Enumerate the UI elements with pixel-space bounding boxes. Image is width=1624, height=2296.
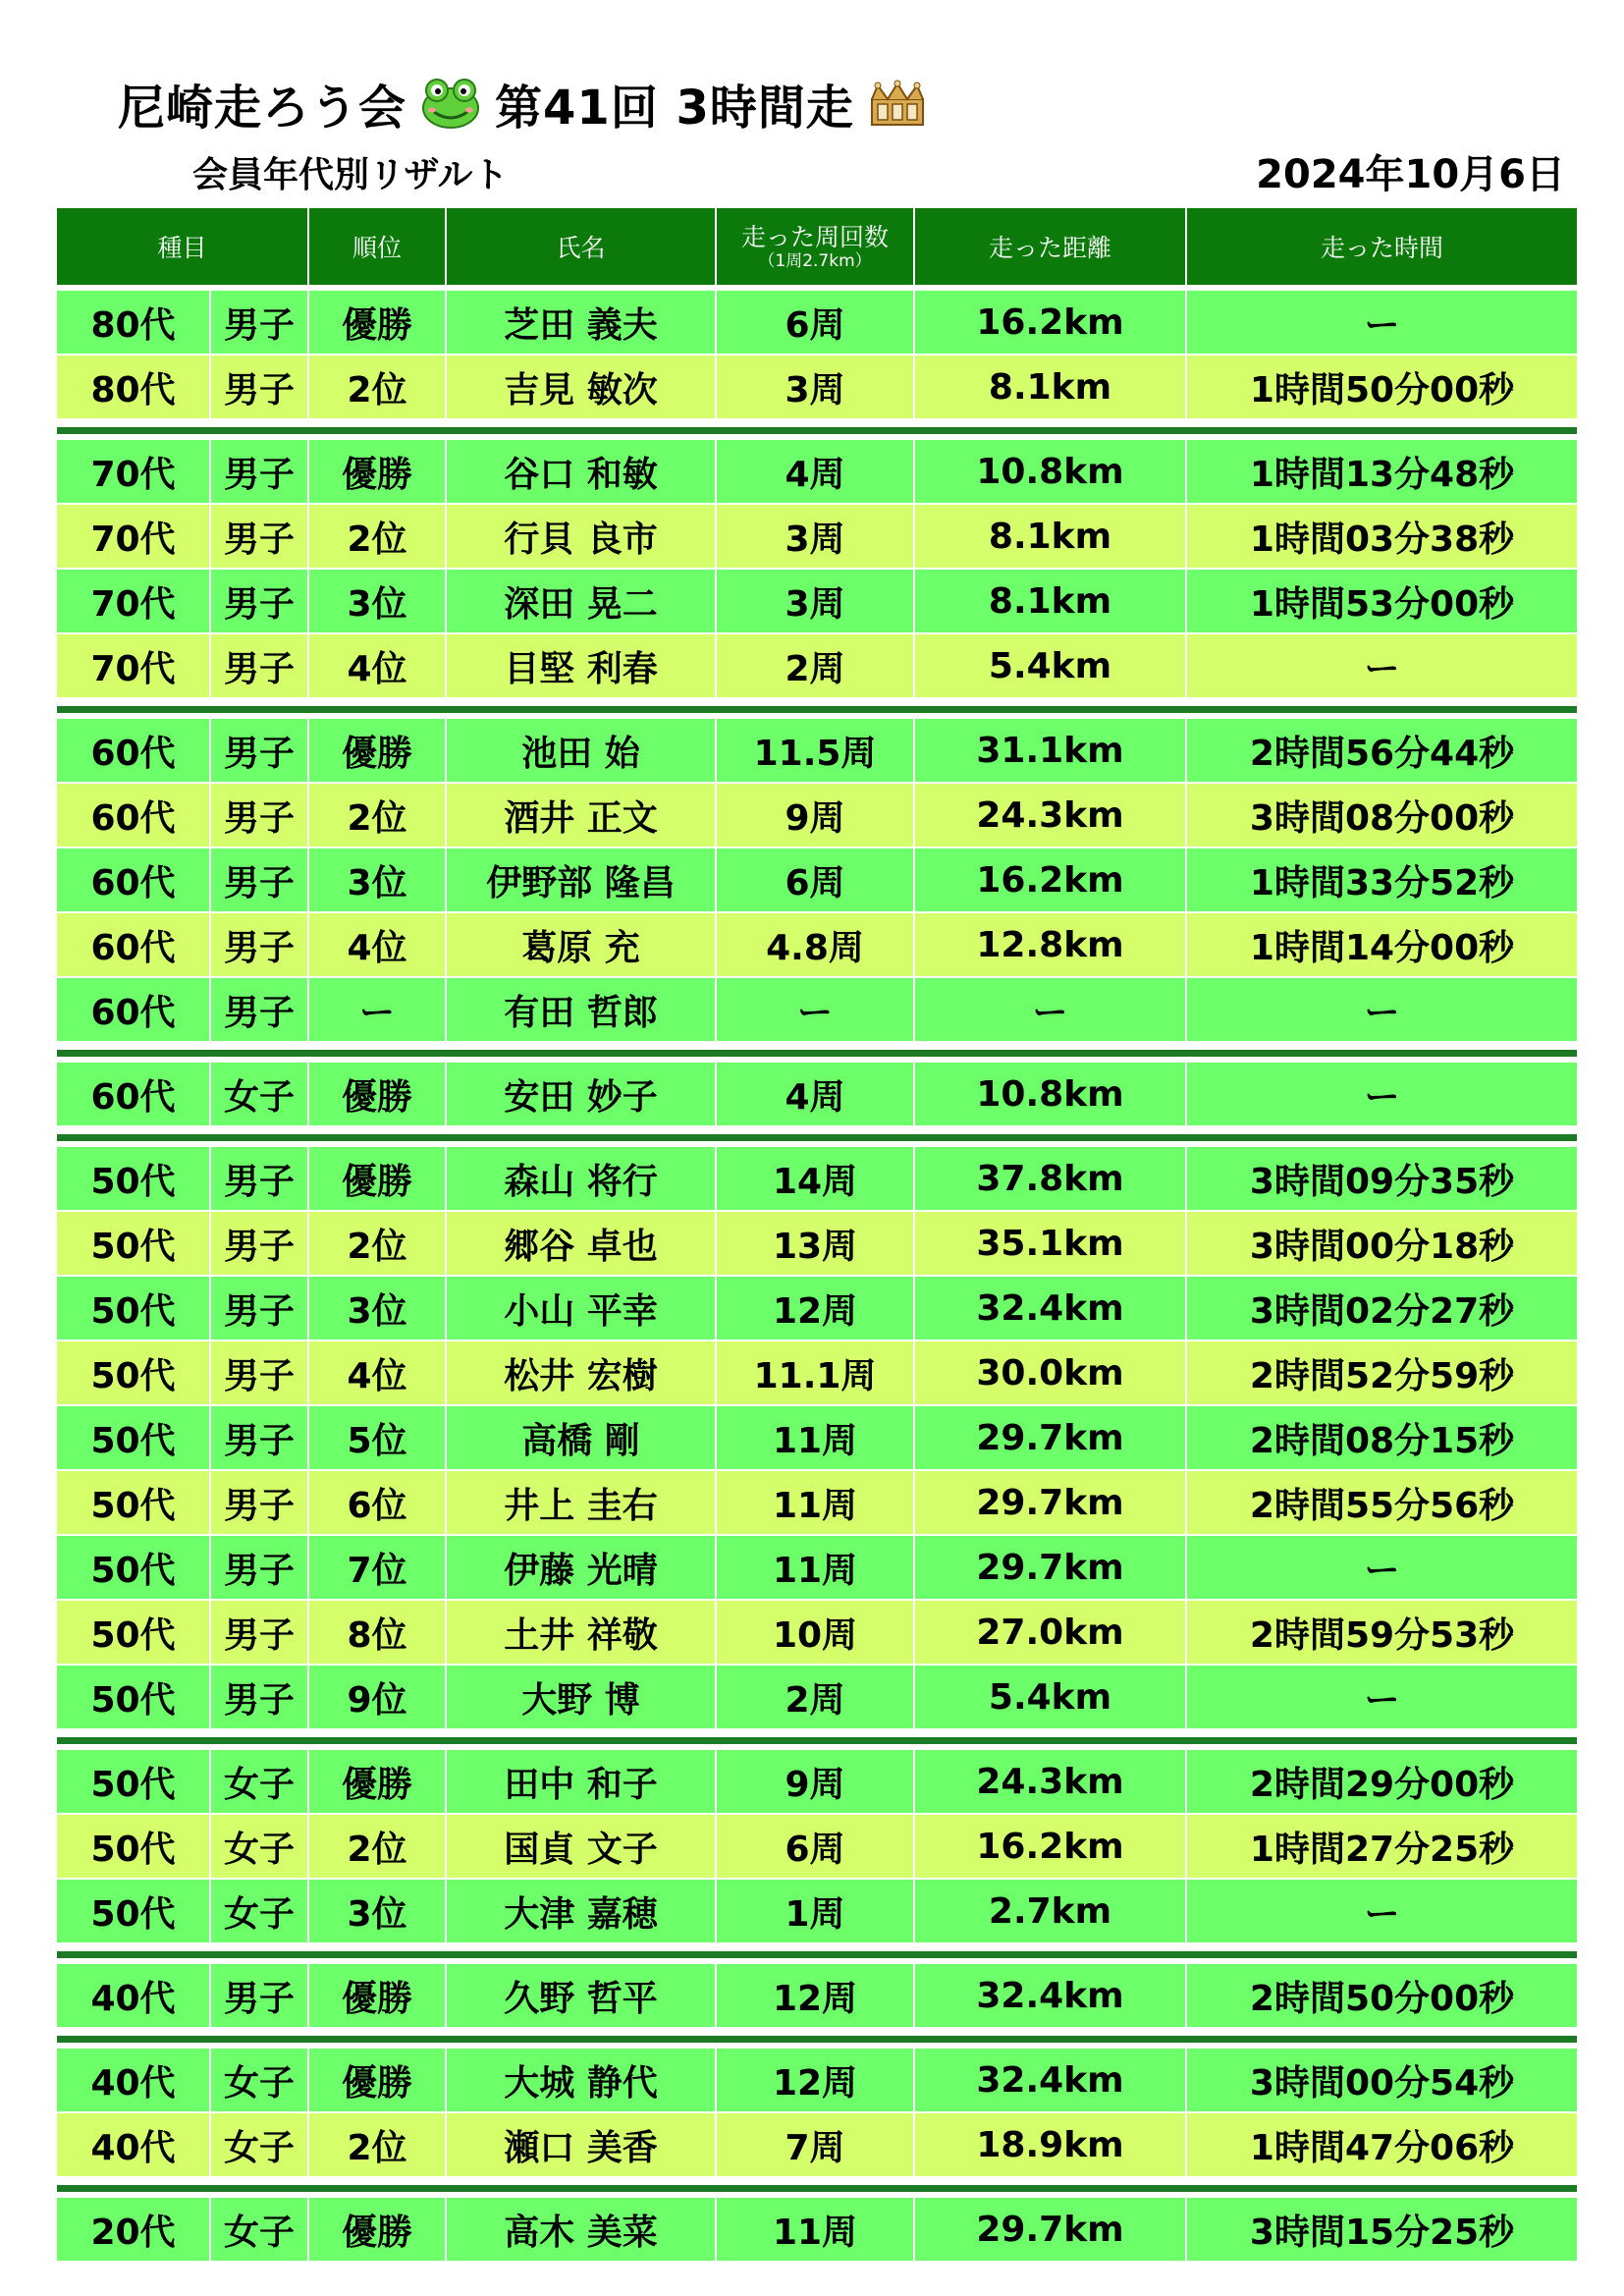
group-separator bbox=[57, 1730, 1577, 1750]
rank-cell: 7位 bbox=[309, 1536, 447, 1601]
header-laps bbox=[717, 208, 915, 285]
rank-cell: 優勝 bbox=[309, 440, 447, 505]
category-age-cell: 50代 bbox=[57, 1880, 211, 1944]
group-divider-line bbox=[57, 2036, 1577, 2043]
distance-cell: 10.8km bbox=[915, 1063, 1187, 1127]
laps-cell: 2周 bbox=[717, 634, 915, 699]
laps-cell: 10周 bbox=[717, 1601, 915, 1666]
name-cell: 瀬口 美香 bbox=[447, 2113, 717, 2178]
name-cell: 行貝 良市 bbox=[447, 505, 717, 570]
group-separator bbox=[57, 420, 1577, 440]
time-cell: ー bbox=[1187, 1666, 1577, 1730]
header-laps-label: 走った周回数 bbox=[741, 223, 890, 251]
distance-cell: 29.7km bbox=[915, 1536, 1187, 1601]
category-sex-cell: 男子 bbox=[211, 1406, 309, 1471]
table-row bbox=[57, 1063, 1577, 1127]
name-cell: 伊藤 光晴 bbox=[447, 1536, 717, 1601]
category-age-cell: 60代 bbox=[57, 1063, 211, 1127]
laps-cell: 7周 bbox=[717, 2113, 915, 2178]
rank-cell: 優勝 bbox=[309, 2198, 447, 2263]
distance-cell: 16.2km bbox=[915, 291, 1187, 355]
time-cell: 1時間47分06秒 bbox=[1187, 2113, 1577, 2178]
category-sex-cell: 男子 bbox=[211, 570, 309, 634]
table-row bbox=[57, 505, 1577, 570]
category-age-cell: 50代 bbox=[57, 1277, 211, 1341]
rank-cell: 優勝 bbox=[309, 1063, 447, 1127]
category-sex-cell: 女子 bbox=[211, 2198, 309, 2263]
name-cell: 井上 圭右 bbox=[447, 1471, 717, 1536]
distance-cell: 24.3km bbox=[915, 1750, 1187, 1815]
time-cell: 3時間00分54秒 bbox=[1187, 2049, 1577, 2113]
table-row bbox=[57, 1536, 1577, 1601]
distance-cell: 16.2km bbox=[915, 848, 1187, 913]
time-cell: 3時間09分35秒 bbox=[1187, 1147, 1577, 1212]
time-cell: 1時間03分38秒 bbox=[1187, 505, 1577, 570]
table-row bbox=[57, 291, 1577, 355]
category-sex-cell: 男子 bbox=[211, 1964, 309, 2029]
laps-cell: 1周 bbox=[717, 1880, 915, 1944]
laps-cell: 3周 bbox=[717, 355, 915, 420]
rank-cell: 9位 bbox=[309, 1666, 447, 1730]
category-sex-cell: 男子 bbox=[211, 291, 309, 355]
table-row bbox=[57, 2113, 1577, 2178]
laps-cell: 11.5周 bbox=[717, 719, 915, 784]
name-cell: 安田 妙子 bbox=[447, 1063, 717, 1127]
group-separator bbox=[57, 1944, 1577, 1964]
time-cell: ー bbox=[1187, 634, 1577, 699]
name-cell: 久野 哲平 bbox=[447, 1964, 717, 2029]
category-sex-cell: 男子 bbox=[211, 913, 309, 978]
header-category: 種目 bbox=[57, 208, 309, 285]
laps-cell: 12周 bbox=[717, 1277, 915, 1341]
category-sex-cell: 男子 bbox=[211, 1277, 309, 1341]
table-row bbox=[57, 1815, 1577, 1880]
table-row bbox=[57, 784, 1577, 848]
group-separator bbox=[57, 1127, 1577, 1147]
time-cell: 1時間27分25秒 bbox=[1187, 1815, 1577, 1880]
category-sex-cell: 男子 bbox=[211, 1666, 309, 1730]
name-cell: 大野 博 bbox=[447, 1666, 717, 1730]
rank-cell: 2位 bbox=[309, 2113, 447, 2178]
rank-cell: 2位 bbox=[309, 784, 447, 848]
rank-cell: 2位 bbox=[309, 355, 447, 420]
rank-cell: ー bbox=[309, 978, 447, 1043]
laps-cell: 13周 bbox=[717, 1212, 915, 1277]
time-cell: 2時間55分56秒 bbox=[1187, 1471, 1577, 1536]
distance-cell: 37.8km bbox=[915, 1147, 1187, 1212]
time-cell: 2時間56分44秒 bbox=[1187, 719, 1577, 784]
title-row bbox=[118, 69, 927, 137]
table-row bbox=[57, 1212, 1577, 1277]
table-row bbox=[57, 440, 1577, 505]
table-row bbox=[57, 1750, 1577, 1815]
distance-cell: 29.7km bbox=[915, 1471, 1187, 1536]
category-sex-cell: 男子 bbox=[211, 978, 309, 1043]
name-cell: 谷口 和敏 bbox=[447, 440, 717, 505]
distance-cell: 27.0km bbox=[915, 1601, 1187, 1666]
laps-cell: 11周 bbox=[717, 1471, 915, 1536]
table-row bbox=[57, 1601, 1577, 1666]
time-cell: 3時間08分00秒 bbox=[1187, 784, 1577, 848]
rank-cell: 優勝 bbox=[309, 1750, 447, 1815]
distance-cell: 32.4km bbox=[915, 1277, 1187, 1341]
distance-cell: 32.4km bbox=[915, 1964, 1187, 2029]
name-cell: 深田 晃二 bbox=[447, 570, 717, 634]
name-cell: 大津 嘉穂 bbox=[447, 1880, 717, 1944]
laps-cell: 9周 bbox=[717, 1750, 915, 1815]
category-age-cell: 40代 bbox=[57, 1964, 211, 2029]
category-sex-cell: 男子 bbox=[211, 1147, 309, 1212]
header-name: 氏名 bbox=[447, 208, 717, 285]
header-laps-note: （1周2.7km） bbox=[758, 251, 872, 271]
group-divider-line bbox=[57, 706, 1577, 713]
rank-cell: 優勝 bbox=[309, 291, 447, 355]
name-cell: 国貞 文子 bbox=[447, 1815, 717, 1880]
category-sex-cell: 女子 bbox=[211, 2049, 309, 2113]
distance-cell: ー bbox=[915, 978, 1187, 1043]
table-row bbox=[57, 2198, 1577, 2263]
time-cell: 2時間52分59秒 bbox=[1187, 1341, 1577, 1406]
laps-cell: 6周 bbox=[717, 848, 915, 913]
time-cell: ー bbox=[1187, 1880, 1577, 1944]
category-sex-cell: 女子 bbox=[211, 2113, 309, 2178]
time-cell: 2時間59分53秒 bbox=[1187, 1601, 1577, 1666]
distance-cell: 24.3km bbox=[915, 784, 1187, 848]
laps-cell: 4.8周 bbox=[717, 913, 915, 978]
time-cell: ー bbox=[1187, 1063, 1577, 1127]
header-distance: 走った距離 bbox=[915, 208, 1187, 285]
time-cell: 3時間00分18秒 bbox=[1187, 1212, 1577, 1277]
event-title: 第41回 3時間走 bbox=[495, 80, 854, 136]
category-sex-cell: 女子 bbox=[211, 1750, 309, 1815]
rank-cell: 4位 bbox=[309, 1341, 447, 1406]
table-row bbox=[57, 1406, 1577, 1471]
rank-cell: 3位 bbox=[309, 1277, 447, 1341]
group-separator bbox=[57, 699, 1577, 719]
category-sex-cell: 男子 bbox=[211, 1212, 309, 1277]
laps-cell: 12周 bbox=[717, 1964, 915, 2029]
laps-cell: 4周 bbox=[717, 1063, 915, 1127]
distance-cell: 32.4km bbox=[915, 2049, 1187, 2113]
laps-cell: 14周 bbox=[717, 1147, 915, 1212]
name-cell: 池田 始 bbox=[447, 719, 717, 784]
category-age-cell: 50代 bbox=[57, 1750, 211, 1815]
distance-cell: 30.0km bbox=[915, 1341, 1187, 1406]
laps-cell: 2周 bbox=[717, 1666, 915, 1730]
name-cell: 目堅 利春 bbox=[447, 634, 717, 699]
rank-cell: 2位 bbox=[309, 1815, 447, 1880]
category-age-cell: 40代 bbox=[57, 2049, 211, 2113]
category-age-cell: 70代 bbox=[57, 505, 211, 570]
name-cell: 土井 祥敬 bbox=[447, 1601, 717, 1666]
group-divider-line bbox=[57, 1737, 1577, 1744]
laps-cell: 11.1周 bbox=[717, 1341, 915, 1406]
category-age-cell: 50代 bbox=[57, 1406, 211, 1471]
header-rank: 順位 bbox=[309, 208, 447, 285]
rank-cell: 優勝 bbox=[309, 1147, 447, 1212]
rank-cell: 8位 bbox=[309, 1601, 447, 1666]
table-row bbox=[57, 355, 1577, 420]
category-sex-cell: 女子 bbox=[211, 1063, 309, 1127]
name-cell: 有田 哲郎 bbox=[447, 978, 717, 1043]
distance-cell: 35.1km bbox=[915, 1212, 1187, 1277]
group-separator bbox=[57, 2178, 1577, 2198]
group-divider-line bbox=[57, 1951, 1577, 1958]
category-age-cell: 80代 bbox=[57, 355, 211, 420]
distance-cell: 5.4km bbox=[915, 1666, 1187, 1730]
time-cell: 3時間15分25秒 bbox=[1187, 2198, 1577, 2263]
category-sex-cell: 男子 bbox=[211, 1536, 309, 1601]
time-cell: 3時間02分27秒 bbox=[1187, 1277, 1577, 1341]
table-row bbox=[57, 1277, 1577, 1341]
time-cell: 1時間14分00秒 bbox=[1187, 913, 1577, 978]
laps-cell: 11周 bbox=[717, 1536, 915, 1601]
table-row bbox=[57, 634, 1577, 699]
results-table bbox=[57, 208, 1577, 2263]
distance-cell: 16.2km bbox=[915, 1815, 1187, 1880]
table-row bbox=[57, 719, 1577, 784]
distance-cell: 8.1km bbox=[915, 570, 1187, 634]
category-age-cell: 60代 bbox=[57, 719, 211, 784]
distance-cell: 10.8km bbox=[915, 440, 1187, 505]
event-date: 2024年10月6日 bbox=[1256, 152, 1565, 197]
table-row bbox=[57, 1666, 1577, 1730]
category-sex-cell: 男子 bbox=[211, 440, 309, 505]
time-cell: 1時間53分00秒 bbox=[1187, 570, 1577, 634]
table-row bbox=[57, 1880, 1577, 1944]
distance-cell: 18.9km bbox=[915, 2113, 1187, 2178]
rank-cell: 5位 bbox=[309, 1406, 447, 1471]
name-cell: 松井 宏樹 bbox=[447, 1341, 717, 1406]
rank-cell: 4位 bbox=[309, 634, 447, 699]
distance-cell: 2.7km bbox=[915, 1880, 1187, 1944]
distance-cell: 29.7km bbox=[915, 2198, 1187, 2263]
table-row bbox=[57, 848, 1577, 913]
name-cell: 小山 平幸 bbox=[447, 1277, 717, 1341]
name-cell: 田中 和子 bbox=[447, 1750, 717, 1815]
group-separator bbox=[57, 2029, 1577, 2049]
rank-cell: 4位 bbox=[309, 913, 447, 978]
group-divider-line bbox=[57, 1050, 1577, 1057]
document-title: 尼崎走ろう会 bbox=[118, 80, 407, 136]
distance-cell: 8.1km bbox=[915, 505, 1187, 570]
category-sex-cell: 男子 bbox=[211, 505, 309, 570]
category-age-cell: 60代 bbox=[57, 978, 211, 1043]
laps-cell: 4周 bbox=[717, 440, 915, 505]
laps-cell: 3周 bbox=[717, 505, 915, 570]
time-cell: 1時間13分48秒 bbox=[1187, 440, 1577, 505]
name-cell: 酒井 正文 bbox=[447, 784, 717, 848]
category-age-cell: 50代 bbox=[57, 1212, 211, 1277]
category-age-cell: 60代 bbox=[57, 913, 211, 978]
rank-cell: 優勝 bbox=[309, 2049, 447, 2113]
category-age-cell: 50代 bbox=[57, 1666, 211, 1730]
category-age-cell: 70代 bbox=[57, 440, 211, 505]
rank-cell: 優勝 bbox=[309, 719, 447, 784]
group-divider-line bbox=[57, 1134, 1577, 1141]
distance-cell: 5.4km bbox=[915, 634, 1187, 699]
time-cell: ー bbox=[1187, 1536, 1577, 1601]
category-age-cell: 50代 bbox=[57, 1536, 211, 1601]
category-age-cell: 50代 bbox=[57, 1147, 211, 1212]
group-divider-line bbox=[57, 427, 1577, 434]
table-row bbox=[57, 978, 1577, 1043]
time-cell: 1時間50分00秒 bbox=[1187, 355, 1577, 420]
time-cell: 2時間50分00秒 bbox=[1187, 1964, 1577, 2029]
distance-cell: 12.8km bbox=[915, 913, 1187, 978]
table-row bbox=[57, 1147, 1577, 1212]
category-sex-cell: 女子 bbox=[211, 1815, 309, 1880]
laps-cell: 9周 bbox=[717, 784, 915, 848]
name-cell: 葛原 充 bbox=[447, 913, 717, 978]
time-cell: 2時間29分00秒 bbox=[1187, 1750, 1577, 1815]
category-age-cell: 80代 bbox=[57, 291, 211, 355]
header-time: 走った時間 bbox=[1187, 208, 1577, 285]
time-cell: 2時間08分15秒 bbox=[1187, 1406, 1577, 1471]
group-divider-line bbox=[57, 2185, 1577, 2192]
laps-cell: ー bbox=[717, 978, 915, 1043]
rank-cell: 3位 bbox=[309, 1880, 447, 1944]
table-row bbox=[57, 913, 1577, 978]
laps-cell: 6周 bbox=[717, 291, 915, 355]
category-sex-cell: 男子 bbox=[211, 848, 309, 913]
category-age-cell: 60代 bbox=[57, 848, 211, 913]
rank-cell: 6位 bbox=[309, 1471, 447, 1536]
time-cell: 1時間33分52秒 bbox=[1187, 848, 1577, 913]
laps-cell: 12周 bbox=[717, 2049, 915, 2113]
category-age-cell: 60代 bbox=[57, 784, 211, 848]
distance-cell: 8.1km bbox=[915, 355, 1187, 420]
distance-cell: 31.1km bbox=[915, 719, 1187, 784]
table-row bbox=[57, 1341, 1577, 1406]
category-sex-cell: 男子 bbox=[211, 1341, 309, 1406]
rank-cell: 2位 bbox=[309, 505, 447, 570]
name-cell: 大城 静代 bbox=[447, 2049, 717, 2113]
crown-icon bbox=[868, 80, 927, 127]
category-sex-cell: 女子 bbox=[211, 1880, 309, 1944]
category-sex-cell: 男子 bbox=[211, 719, 309, 784]
laps-cell: 6周 bbox=[717, 1815, 915, 1880]
table-row bbox=[57, 1471, 1577, 1536]
name-cell: 伊野部 隆昌 bbox=[447, 848, 717, 913]
category-age-cell: 50代 bbox=[57, 1815, 211, 1880]
table-header-row bbox=[57, 208, 1577, 285]
group-separator bbox=[57, 1043, 1577, 1063]
name-cell: 高木 美菜 bbox=[447, 2198, 717, 2263]
rank-cell: 優勝 bbox=[309, 1964, 447, 2029]
table-row bbox=[57, 1964, 1577, 2029]
category-sex-cell: 男子 bbox=[211, 784, 309, 848]
rank-cell: 3位 bbox=[309, 848, 447, 913]
laps-cell: 11周 bbox=[717, 2198, 915, 2263]
category-age-cell: 20代 bbox=[57, 2198, 211, 2263]
time-cell: ー bbox=[1187, 978, 1577, 1043]
category-age-cell: 70代 bbox=[57, 570, 211, 634]
time-cell: ー bbox=[1187, 291, 1577, 355]
name-cell: 吉見 敏次 bbox=[447, 355, 717, 420]
laps-cell: 3周 bbox=[717, 570, 915, 634]
category-age-cell: 70代 bbox=[57, 634, 211, 699]
rank-cell: 3位 bbox=[309, 570, 447, 634]
frog-face-icon bbox=[420, 77, 481, 130]
name-cell: 高橋 剛 bbox=[447, 1406, 717, 1471]
category-age-cell: 50代 bbox=[57, 1471, 211, 1536]
category-age-cell: 50代 bbox=[57, 1341, 211, 1406]
table-row bbox=[57, 570, 1577, 634]
category-sex-cell: 男子 bbox=[211, 1471, 309, 1536]
name-cell: 芝田 義夫 bbox=[447, 291, 717, 355]
category-sex-cell: 男子 bbox=[211, 1601, 309, 1666]
category-age-cell: 50代 bbox=[57, 1601, 211, 1666]
rank-cell: 2位 bbox=[309, 1212, 447, 1277]
results-body bbox=[57, 285, 1577, 2263]
subtitle: 会員年代別リザルト bbox=[192, 155, 509, 195]
category-age-cell: 40代 bbox=[57, 2113, 211, 2178]
distance-cell: 29.7km bbox=[915, 1406, 1187, 1471]
category-sex-cell: 男子 bbox=[211, 634, 309, 699]
laps-cell: 11周 bbox=[717, 1406, 915, 1471]
table-row bbox=[57, 2049, 1577, 2113]
name-cell: 郷谷 卓也 bbox=[447, 1212, 717, 1277]
category-sex-cell: 男子 bbox=[211, 355, 309, 420]
name-cell: 森山 将行 bbox=[447, 1147, 717, 1212]
